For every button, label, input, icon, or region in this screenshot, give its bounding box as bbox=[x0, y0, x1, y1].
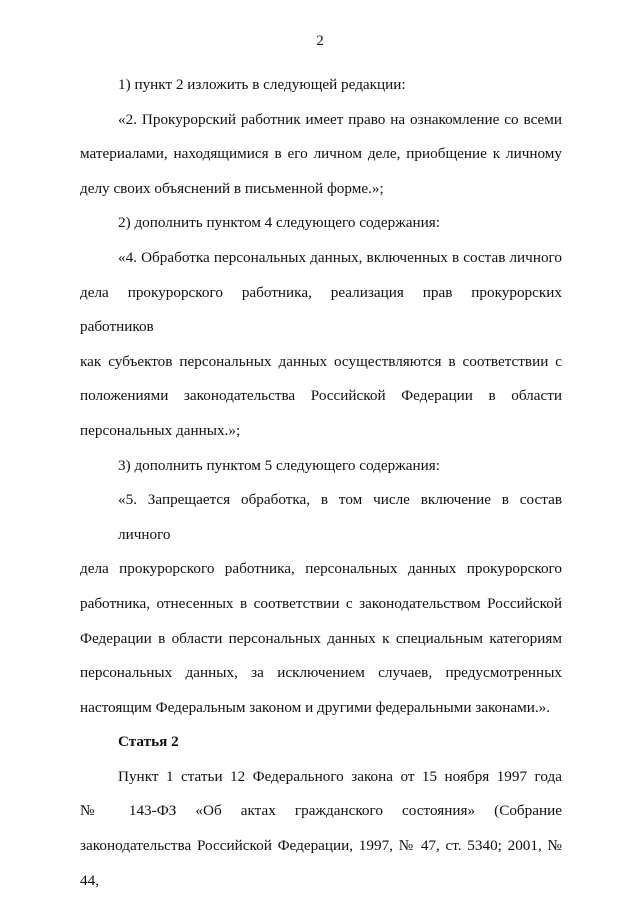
paragraph bbox=[80, 483, 562, 725]
text-line: делу своих объяснений в письменной форме.»; bbox=[80, 179, 384, 197]
paragraph bbox=[80, 68, 562, 103]
text-line: работника, отнесенных в соответствии с законодательством Российской bbox=[80, 594, 562, 612]
paragraph bbox=[80, 103, 562, 207]
article-heading bbox=[80, 725, 562, 760]
page-number: 2 bbox=[316, 33, 324, 49]
text-line: законодательства Российской Федерации, 1997, № 47, ст. 5340; 2001, № 44, bbox=[80, 837, 562, 889]
document-body bbox=[80, 68, 562, 898]
paragraph bbox=[80, 449, 562, 484]
text-line: «4. Обработка персональных данных, включенных в состав личного bbox=[118, 248, 562, 266]
text-line: положениями законодательства Российской Федерации в области bbox=[80, 387, 562, 405]
text-line: 3) дополнить пунктом 5 следующего содержания: bbox=[118, 456, 440, 474]
text-line: 1) пункт 2 изложить в следующей редакции: bbox=[118, 76, 406, 93]
text-line: 2) дополнить пунктом 4 следующего содержания: bbox=[118, 214, 440, 232]
text-line: дела прокурорского работника, персональных данных прокурорского bbox=[80, 560, 562, 578]
text-line: «2. Прокурорский работник имеет право на ознакомление со всеми bbox=[118, 110, 562, 128]
paragraph bbox=[80, 206, 562, 241]
text-line: Пункт 1 статьи 12 Федерального закона от 15 ноября 1997 года bbox=[118, 767, 562, 785]
text-line: Статья 2 bbox=[118, 733, 179, 751]
text-line: как субъектов персональных данных осуществляются в соответствии с bbox=[80, 352, 562, 370]
text-line: персональных данных, за исключением случаев, предусмотренных bbox=[80, 664, 562, 682]
text-line: Федерации в области персональных данных к специальным категориям bbox=[80, 629, 562, 647]
paragraph bbox=[80, 760, 562, 898]
text-line: «5. Запрещается обработка, в том числе включение в состав личного bbox=[118, 491, 562, 543]
text-line: дела прокурорского работника, реализация прав прокурорских работников bbox=[80, 283, 562, 336]
text-line: материалами, находящимися в его личном деле, приобщение к личному bbox=[80, 145, 562, 163]
text-line: настоящим Федеральным законом и другими федеральными законами.». bbox=[80, 698, 551, 716]
paragraph bbox=[80, 241, 562, 449]
text-line: персональных данных.»; bbox=[80, 421, 241, 439]
text-line: № 143-ФЗ «Об актах гражданского состояния» (Собрание bbox=[80, 802, 562, 820]
